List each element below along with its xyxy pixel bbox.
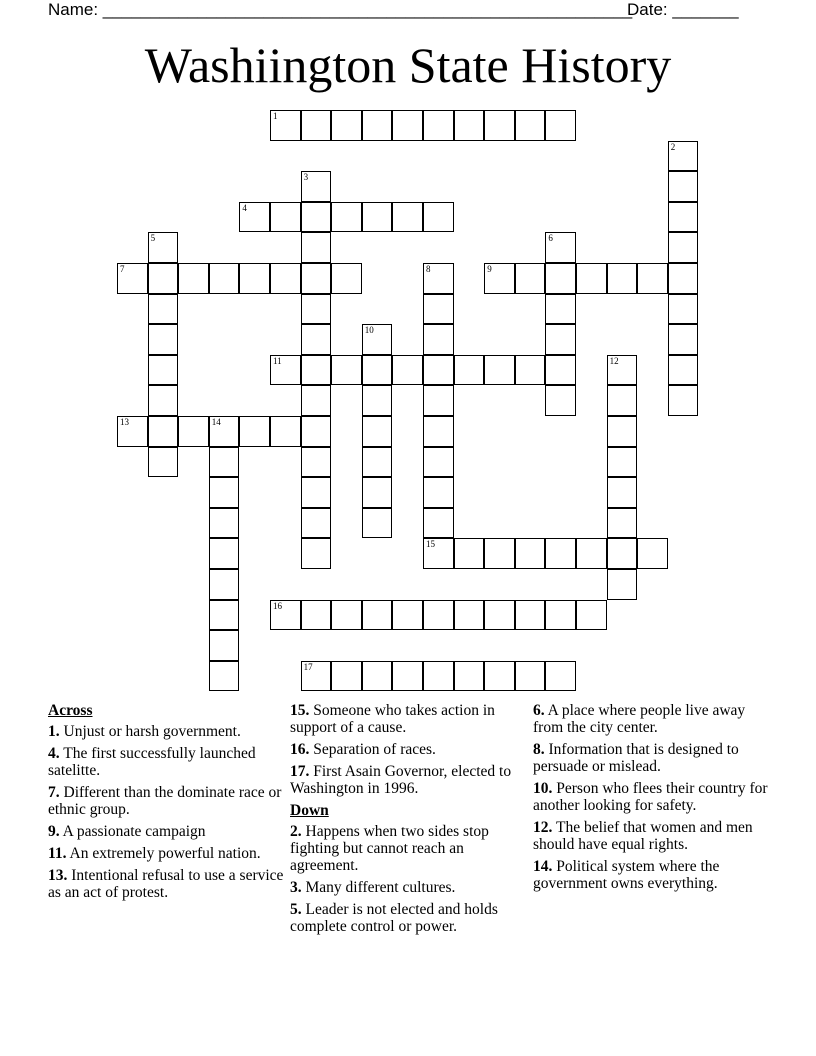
grid-cell[interactable] bbox=[545, 661, 576, 692]
grid-cell[interactable] bbox=[148, 263, 179, 294]
grid-cell[interactable] bbox=[209, 263, 240, 294]
grid-cell[interactable] bbox=[301, 416, 332, 447]
grid-cell[interactable] bbox=[301, 232, 332, 263]
grid-cell[interactable] bbox=[209, 600, 240, 631]
grid-cell[interactable] bbox=[484, 600, 515, 631]
grid-cell[interactable] bbox=[209, 538, 240, 569]
grid-cell[interactable] bbox=[301, 263, 332, 294]
grid-cell[interactable] bbox=[423, 294, 454, 325]
grid-cell[interactable] bbox=[423, 538, 454, 569]
grid-cell[interactable] bbox=[668, 294, 699, 325]
grid-cell[interactable] bbox=[301, 385, 332, 416]
name-field[interactable]: Name: ________________________________________________________ bbox=[48, 0, 633, 19]
clue-number: 4 bbox=[242, 202, 247, 213]
grid-cell[interactable] bbox=[668, 355, 699, 386]
clue-number: 8 bbox=[426, 264, 431, 274]
clue-num: 3. bbox=[290, 879, 302, 896]
grid-cell[interactable] bbox=[668, 141, 699, 172]
clue bbox=[533, 702, 773, 736]
clue bbox=[533, 780, 773, 814]
grid-cell[interactable] bbox=[484, 661, 515, 692]
grid-cell[interactable] bbox=[148, 416, 179, 447]
grid-cell[interactable] bbox=[668, 263, 699, 294]
grid-cell[interactable] bbox=[454, 538, 485, 569]
clue bbox=[48, 845, 288, 862]
grid-cell[interactable] bbox=[423, 447, 454, 478]
clue-num: 9. bbox=[48, 823, 60, 840]
grid-cell[interactable] bbox=[362, 110, 393, 141]
clue-text: A place where people live away from the city center. bbox=[533, 702, 746, 736]
clue bbox=[290, 702, 530, 736]
grid-cell[interactable] bbox=[301, 355, 332, 386]
clue bbox=[533, 819, 773, 853]
clue-text: Leader is not elected and holds complete control or power. bbox=[290, 901, 498, 935]
date-field[interactable]: Date: _______ bbox=[627, 0, 739, 19]
grid-cell[interactable] bbox=[148, 385, 179, 416]
clue bbox=[48, 823, 288, 840]
grid-cell[interactable] bbox=[545, 355, 576, 386]
clue-number: 11 bbox=[273, 355, 282, 366]
clue-num: 6. bbox=[533, 702, 545, 719]
clue-num: 10. bbox=[533, 780, 553, 797]
grid-cell[interactable] bbox=[362, 416, 393, 447]
grid-cell[interactable] bbox=[239, 416, 270, 447]
grid-cell[interactable] bbox=[362, 447, 393, 478]
grid-cell[interactable] bbox=[362, 324, 393, 355]
grid-cell[interactable] bbox=[148, 232, 179, 263]
grid-cell[interactable] bbox=[668, 232, 699, 263]
grid-cell[interactable] bbox=[515, 661, 546, 692]
grid-cell[interactable] bbox=[209, 661, 240, 692]
grid-cell[interactable] bbox=[484, 263, 515, 294]
grid-cell[interactable] bbox=[209, 447, 240, 478]
clue-num: 4. bbox=[48, 745, 60, 762]
grid-cell[interactable] bbox=[423, 355, 454, 386]
clue-num: 15. bbox=[290, 702, 310, 719]
clue bbox=[290, 879, 530, 896]
clue-text: A passionate campaign bbox=[59, 823, 206, 840]
clue-text: Separation of races. bbox=[309, 741, 436, 758]
grid-cell[interactable] bbox=[392, 661, 423, 692]
grid-cell[interactable] bbox=[515, 600, 546, 631]
grid-cell[interactable] bbox=[331, 661, 362, 692]
down-heading: Down bbox=[290, 802, 329, 819]
clue-number: 16 bbox=[273, 600, 282, 611]
clue-text: The first successfully launched satelitte. bbox=[48, 745, 256, 779]
grid-cell[interactable] bbox=[545, 110, 576, 141]
grid-cell[interactable] bbox=[362, 355, 393, 386]
grid-cell[interactable] bbox=[209, 569, 240, 600]
grid-cell[interactable] bbox=[545, 324, 576, 355]
grid-cell[interactable] bbox=[301, 508, 332, 539]
grid-cell[interactable] bbox=[423, 477, 454, 508]
grid-cell[interactable] bbox=[270, 355, 301, 386]
grid-cell[interactable] bbox=[576, 263, 607, 294]
grid-cell[interactable] bbox=[423, 600, 454, 631]
clue-text: Unjust or harsh government. bbox=[59, 723, 241, 740]
grid-cell[interactable] bbox=[515, 110, 546, 141]
clue-text: Political system where the government owns everything. bbox=[533, 858, 720, 892]
grid-cell[interactable] bbox=[301, 477, 332, 508]
clue-num: 5. bbox=[290, 901, 302, 918]
grid-cell[interactable] bbox=[270, 600, 301, 631]
grid-cell[interactable] bbox=[301, 538, 332, 569]
clue-text: Intentional refusal to use a service as an act of protest. bbox=[48, 867, 284, 901]
grid-cell[interactable] bbox=[301, 600, 332, 631]
grid-cell[interactable] bbox=[178, 416, 209, 447]
clue bbox=[48, 867, 288, 901]
grid-cell[interactable] bbox=[117, 263, 148, 294]
grid-cell[interactable] bbox=[331, 110, 362, 141]
grid-cell[interactable] bbox=[545, 294, 576, 325]
grid-cell[interactable] bbox=[270, 202, 301, 233]
clue-num: 1. bbox=[48, 723, 60, 740]
clue-column-2 bbox=[290, 702, 530, 940]
clue-text: Information that is designed to persuade or mislead. bbox=[533, 741, 739, 775]
clue-number: 1 bbox=[273, 111, 278, 121]
grid-cell[interactable] bbox=[423, 202, 454, 233]
grid-cell[interactable] bbox=[362, 600, 393, 631]
clue-num: 8. bbox=[533, 741, 545, 758]
clue-num: 11. bbox=[48, 845, 67, 862]
clue-num: 2. bbox=[290, 823, 302, 840]
clue-number: 14 bbox=[211, 417, 221, 427]
grid-cell[interactable] bbox=[607, 477, 638, 508]
grid-cell[interactable] bbox=[545, 232, 576, 263]
grid-cell[interactable] bbox=[637, 538, 668, 569]
grid-cell[interactable] bbox=[392, 202, 423, 233]
grid-cell[interactable] bbox=[331, 355, 362, 386]
grid-cell[interactable] bbox=[545, 538, 576, 569]
grid-cell[interactable] bbox=[392, 600, 423, 631]
clue-number: 3 bbox=[303, 172, 309, 183]
clue-number: 9 bbox=[487, 264, 492, 274]
grid-cell[interactable] bbox=[178, 263, 209, 294]
grid-cell[interactable] bbox=[423, 263, 454, 294]
grid-cell[interactable] bbox=[362, 385, 393, 416]
clue-number: 2 bbox=[670, 141, 676, 152]
grid-cell[interactable] bbox=[454, 355, 485, 386]
clue-text: Person who flees their country for another looking for safety. bbox=[533, 780, 768, 814]
clue-text: The belief that women and men should have equal rights. bbox=[533, 819, 753, 853]
grid-cell[interactable] bbox=[331, 600, 362, 631]
clue-num: 16. bbox=[290, 741, 310, 758]
grid-cell[interactable] bbox=[148, 355, 179, 386]
grid-cell[interactable] bbox=[392, 355, 423, 386]
clue-number: 10 bbox=[364, 325, 374, 336]
clue-text: Happens when two sides stop fighting but cannot reach an agreement. bbox=[290, 823, 489, 874]
grid-cell[interactable] bbox=[270, 416, 301, 447]
clue-column-3 bbox=[533, 702, 773, 897]
clue-text: Many different cultures. bbox=[301, 879, 456, 896]
clue bbox=[48, 784, 288, 818]
clue bbox=[533, 858, 773, 892]
clue-column-1 bbox=[48, 702, 288, 906]
clue-text: An extremely powerful nation. bbox=[66, 845, 261, 862]
clue-num: 17. bbox=[290, 763, 310, 780]
grid-cell[interactable] bbox=[362, 477, 393, 508]
grid-cell[interactable] bbox=[301, 202, 332, 233]
grid-cell[interactable] bbox=[423, 324, 454, 355]
clue-num: 14. bbox=[533, 858, 553, 875]
grid-cell[interactable] bbox=[607, 569, 638, 600]
grid-cell[interactable] bbox=[607, 416, 638, 447]
grid-cell[interactable] bbox=[423, 110, 454, 141]
clue bbox=[48, 745, 288, 779]
grid-cell[interactable] bbox=[423, 508, 454, 539]
grid-cell[interactable] bbox=[301, 661, 332, 692]
grid-cell[interactable] bbox=[515, 538, 546, 569]
grid-cell[interactable] bbox=[423, 385, 454, 416]
grid-cell[interactable] bbox=[607, 263, 638, 294]
grid-cell[interactable] bbox=[668, 385, 699, 416]
grid-cell[interactable] bbox=[301, 447, 332, 478]
clue-number: 15 bbox=[426, 539, 435, 550]
grid-cell[interactable] bbox=[301, 324, 332, 355]
grid-cell[interactable] bbox=[301, 110, 332, 141]
clue bbox=[290, 823, 530, 874]
clue bbox=[48, 723, 288, 740]
grid-cell[interactable] bbox=[607, 508, 638, 539]
clue-num: 7. bbox=[48, 784, 60, 801]
grid-cell[interactable] bbox=[515, 263, 546, 294]
grid-cell[interactable] bbox=[607, 447, 638, 478]
clue bbox=[533, 741, 773, 775]
across-heading: Across bbox=[48, 702, 93, 719]
grid-cell[interactable] bbox=[637, 263, 668, 294]
grid-cell[interactable] bbox=[607, 355, 638, 386]
grid-cell[interactable] bbox=[331, 202, 362, 233]
grid-cell[interactable] bbox=[484, 538, 515, 569]
clue-number: 13 bbox=[120, 417, 129, 427]
clue-number: 17 bbox=[303, 661, 313, 672]
grid-cell[interactable] bbox=[362, 202, 393, 233]
grid-cell[interactable] bbox=[209, 416, 240, 447]
grid-cell[interactable] bbox=[607, 385, 638, 416]
clue-num: 12. bbox=[533, 819, 553, 836]
grid-cell[interactable] bbox=[423, 661, 454, 692]
clue-text: Someone who takes action in support of a cause. bbox=[290, 702, 495, 736]
grid-cell[interactable] bbox=[270, 110, 301, 141]
clue-text: First Asain Governor, elected to Washington in 1996. bbox=[290, 763, 512, 797]
clue bbox=[290, 901, 530, 935]
grid-cell[interactable] bbox=[209, 508, 240, 539]
grid-cell[interactable] bbox=[545, 263, 576, 294]
grid-cell[interactable] bbox=[668, 171, 699, 202]
grid-cell[interactable] bbox=[209, 477, 240, 508]
clue-num: 13. bbox=[48, 867, 68, 884]
grid-cell[interactable] bbox=[148, 294, 179, 325]
grid-cell[interactable] bbox=[362, 508, 393, 539]
grid-cell[interactable] bbox=[239, 202, 270, 233]
clue bbox=[290, 741, 530, 758]
clue-number: 7 bbox=[120, 264, 125, 274]
grid-cell[interactable] bbox=[239, 263, 270, 294]
grid-cell[interactable] bbox=[454, 110, 485, 141]
grid-cell[interactable] bbox=[668, 202, 699, 233]
grid-cell[interactable] bbox=[515, 355, 546, 386]
clue-text: Different than the dominate race or ethnic group. bbox=[48, 784, 282, 818]
clue bbox=[290, 763, 530, 797]
grid-cell[interactable] bbox=[607, 538, 638, 569]
clue-number: 12 bbox=[609, 355, 619, 366]
grid-cell[interactable] bbox=[362, 661, 393, 692]
grid-cell[interactable] bbox=[331, 263, 362, 294]
grid-cell[interactable] bbox=[270, 263, 301, 294]
page-title: Washiington State History bbox=[144, 37, 672, 93]
grid-cell[interactable] bbox=[576, 600, 607, 631]
grid-cell[interactable] bbox=[484, 110, 515, 141]
grid-cell[interactable] bbox=[454, 600, 485, 631]
grid-cell[interactable] bbox=[484, 355, 515, 386]
grid-cell[interactable] bbox=[148, 324, 179, 355]
grid-cell[interactable] bbox=[117, 416, 148, 447]
grid-cell[interactable] bbox=[423, 416, 454, 447]
grid-cell[interactable] bbox=[576, 538, 607, 569]
grid-cell[interactable] bbox=[209, 630, 240, 661]
clue-number: 5 bbox=[150, 233, 156, 244]
clue-number: 6 bbox=[548, 233, 553, 244]
grid-cell[interactable] bbox=[392, 110, 423, 141]
grid-cell[interactable] bbox=[545, 600, 576, 631]
grid-cell[interactable] bbox=[668, 324, 699, 355]
grid-cell[interactable] bbox=[454, 661, 485, 692]
grid-cell[interactable] bbox=[301, 171, 332, 202]
grid-cell[interactable] bbox=[301, 294, 332, 325]
grid-cell[interactable] bbox=[545, 385, 576, 416]
grid-cell[interactable] bbox=[148, 447, 179, 478]
